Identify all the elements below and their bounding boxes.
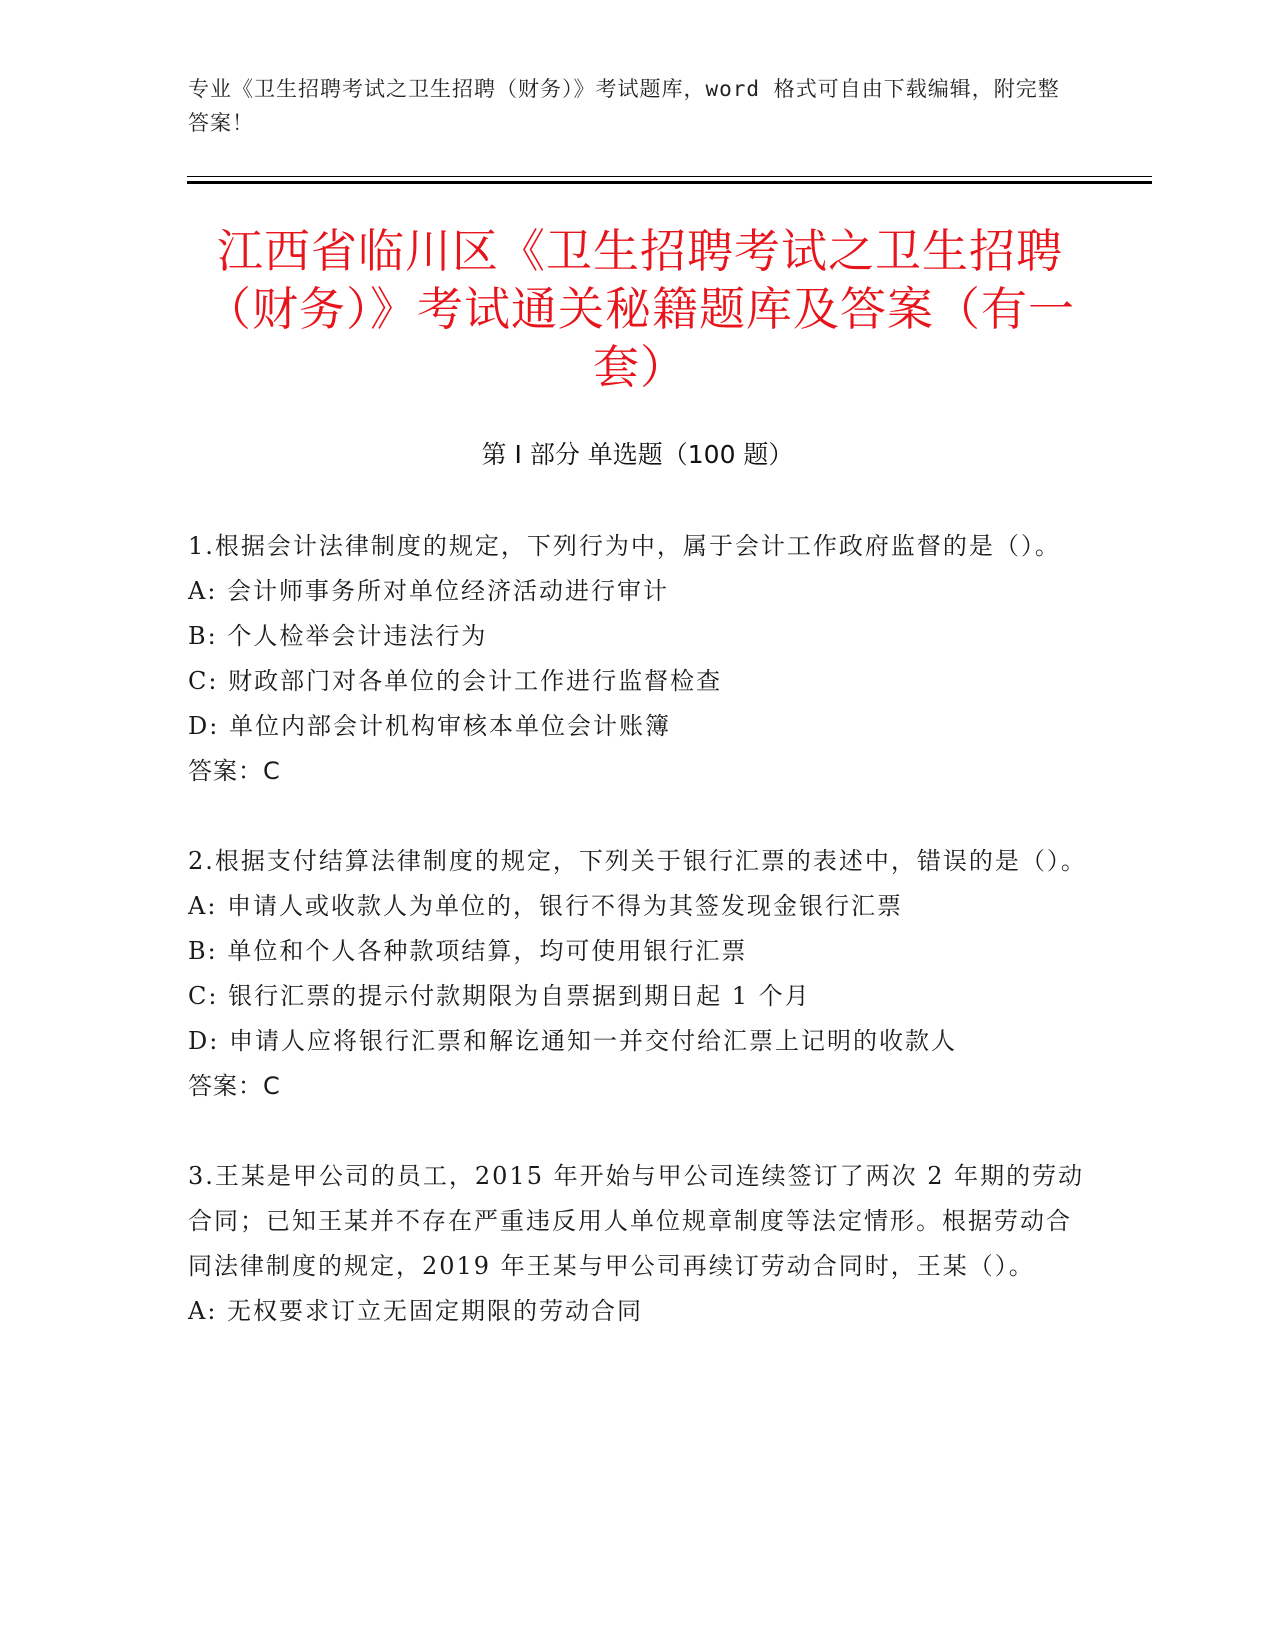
answer-label: 答案：C <box>188 757 281 785</box>
option-d: D: 单位内部会计机构审核本单位会计账簿 <box>188 712 671 740</box>
question-stem: 2.根据支付结算法律制度的规定，下列关于银行汇票的表述中，错误的是（）。 <box>188 847 1087 875</box>
option-d: D: 申请人应将银行汇票和解讫通知一并交付给汇票上记明的收款人 <box>188 1027 957 1055</box>
header-divider-thick <box>187 181 1152 184</box>
option-a: A: 会计师事务所对单位经济活动进行审计 <box>188 577 670 605</box>
option-b: B: 个人检举会计违法行为 <box>188 622 488 650</box>
header-note: 专业《卫生招聘考试之卫生招聘（财务）》考试题库，word 格式可自由下载编辑，附完整答案！ <box>188 77 1060 135</box>
question-stem: 3.王某是甲公司的员工，2015 年开始与甲公司连续签订了两次 2 年期的劳动合同；已知王某并不存在严重违反用人单位规章制度等法定情形。根据劳动合同法律制度的规定，2019 年王某与甲公司再续订劳动合同时，王某（）。 <box>188 1162 1085 1280</box>
option-b: B: 单位和个人各种款项结算，均可使用银行汇票 <box>188 937 748 965</box>
option-a: A: 申请人或收款人为单位的，银行不得为其签发现金银行汇票 <box>188 892 904 920</box>
question-list <box>188 524 1088 1379</box>
option-c: C: 银行汇票的提示付款期限为自票据到期日起 1 个月 <box>188 982 811 1010</box>
option-c: C: 财政部门对各单位的会计工作进行监督检查 <box>188 667 723 695</box>
header-divider-thin <box>187 176 1152 177</box>
document-title: 江西省临川区《卫生招聘考试之卫生招聘（财务）》考试通关秘籍题库及答案（有一套） <box>205 224 1075 394</box>
option-a: A: 无权要求订立无固定期限的劳动合同 <box>188 1297 644 1325</box>
question-item <box>188 1154 1088 1334</box>
question-stem: 1.根据会计法律制度的规定，下列行为中，属于会计工作政府监督的是（）。 <box>188 532 1061 560</box>
answer-label: 答案：C <box>188 1072 281 1100</box>
section-title: 第 I 部分 单选题（100 题） <box>481 440 794 469</box>
question-item <box>188 524 1088 794</box>
question-item <box>188 839 1088 1109</box>
